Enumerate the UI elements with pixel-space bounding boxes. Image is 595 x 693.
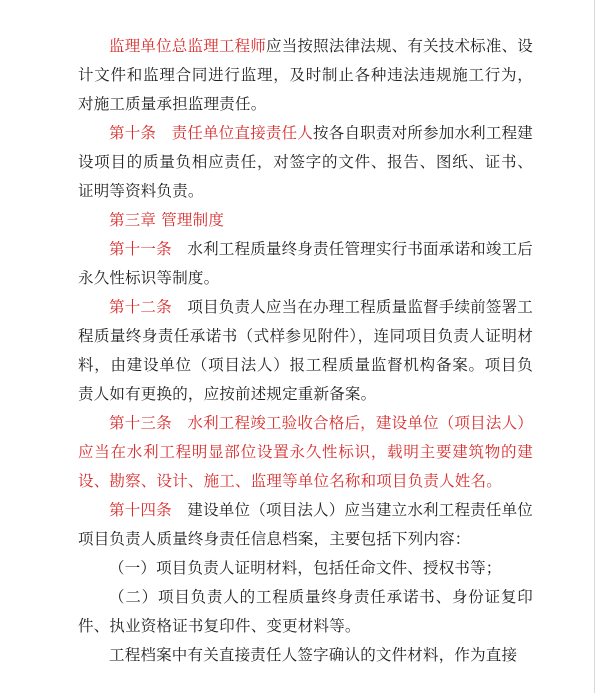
list-item-1 [78, 554, 533, 583]
paragraph-text: （一）项目负责人证明材料，包括任命文件、授权书等； [109, 559, 502, 577]
paragraph-text-highlight: 水利工程竣工验收合格后，建设单位（项目法人）应当在水利工程明显部位设置永久性标识，载明主要建筑物的建设、勘察、设计、施工、监理等单位名称和项目负责人姓名。 [78, 414, 533, 490]
paragraph-text: （二）项目负责人的工程质量终身责任承诺书、身份证复印件、执业资格证书复印件、变更材料等。 [78, 588, 533, 635]
article-13 [78, 409, 533, 496]
article-heading: 第十四条 [109, 501, 172, 519]
paragraph-text: 项目负责人应当在办理工程质量监督手续前签署工程质量终身责任承诺书（式样参见附件），连同项目负责人证明材料，由建设单位（项目法人）报工程质量监督机构备案。项目负责人如有更换的，应按前述规定重新备案。 [78, 298, 533, 403]
paragraph-supervisor-duty [78, 32, 533, 119]
chapter-3-heading [78, 206, 533, 235]
article-heading: 第十三条 [109, 414, 172, 432]
paragraph-text: 工程档案中有关直接责任人签字确认的文件材料，作为直接 [109, 646, 518, 664]
paragraph-text: 按各自职责对所参加水利工程建设项目的质量负相应责任，对签字的文件、报告、图纸、证书、证明等资料负责。 [78, 124, 533, 200]
article-14 [78, 496, 533, 554]
chapter-title: 第三章 管理制度 [109, 211, 225, 229]
paragraph-text: 建设单位（项目法人）应当建立水利工程责任单位项目负责人质量终身责任信息档案，主要包括下列内容： [78, 501, 533, 548]
article-heading: 第十条 [109, 124, 157, 142]
list-item-2 [78, 583, 533, 641]
responsible-person-term: 责任单位直接责任人 [171, 124, 314, 142]
document-body [78, 32, 533, 670]
paragraph-text: 应当按照法律法规、有关技术标准、设计文件和监理合同进行监理，及时制止各种违法违规施工行为，对施工质量承担监理责任。 [78, 37, 533, 113]
article-12 [78, 293, 533, 409]
paragraph-text: 水利工程质量终身责任管理实行书面承诺和竣工后永久性标识等制度。 [78, 240, 533, 287]
paragraph-archive [78, 641, 533, 670]
article-heading: 第十二条 [109, 298, 172, 316]
article-11 [78, 235, 533, 293]
article-heading: 第十一条 [109, 240, 172, 258]
article-10 [78, 119, 533, 206]
supervisor-term: 监理单位总监理工程师 [109, 37, 267, 55]
